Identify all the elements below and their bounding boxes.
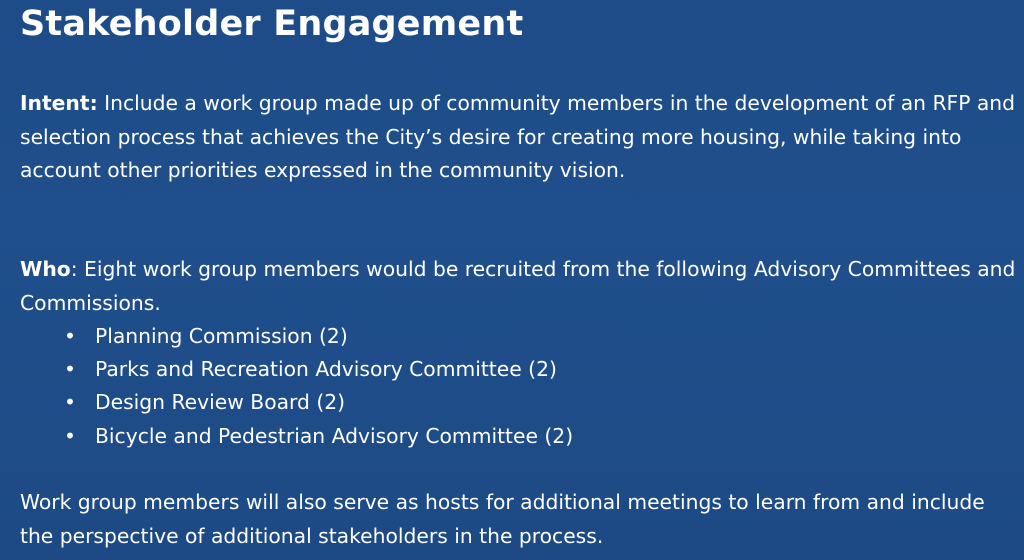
bullet-icon: • [64, 357, 76, 382]
who-paragraph [20, 253, 1020, 320]
list-item-label: Design Review Board (2) [95, 390, 346, 415]
slide-title: Stakeholder Engagement [20, 4, 524, 44]
list-item-label: Planning Commission (2) [95, 324, 348, 348]
bullet-icon: • [64, 390, 76, 415]
list-item [20, 386, 573, 419]
list-item-label: Parks and Recreation Advisory Committee (2) [95, 357, 557, 382]
intent-paragraph [20, 87, 1020, 188]
who-label: Who [20, 257, 71, 281]
list-item [20, 320, 573, 353]
list-item [20, 353, 573, 386]
intent-text: Include a work group made up of community members in the development of an RFP and selection process that achieves the City’s desire for creating more housing, while taking into account other priorities expressed in the community vision. [20, 91, 1016, 182]
bullet-icon: • [64, 423, 76, 448]
bullet-icon: • [64, 324, 76, 348]
intent-label: Intent: [20, 91, 98, 115]
who-text: : Eight work group members would be recruited from the following Advisory Committees and Commissions. [20, 257, 1016, 315]
list-item [20, 420, 573, 453]
closing-paragraph: Work group members will also serve as hosts for additional meetings to learn from and include the perspective of additional stakeholders in the process. [20, 490, 985, 548]
committee-list [20, 320, 573, 453]
list-item-label: Bicycle and Pedestrian Advisory Committee (2) [95, 423, 574, 448]
